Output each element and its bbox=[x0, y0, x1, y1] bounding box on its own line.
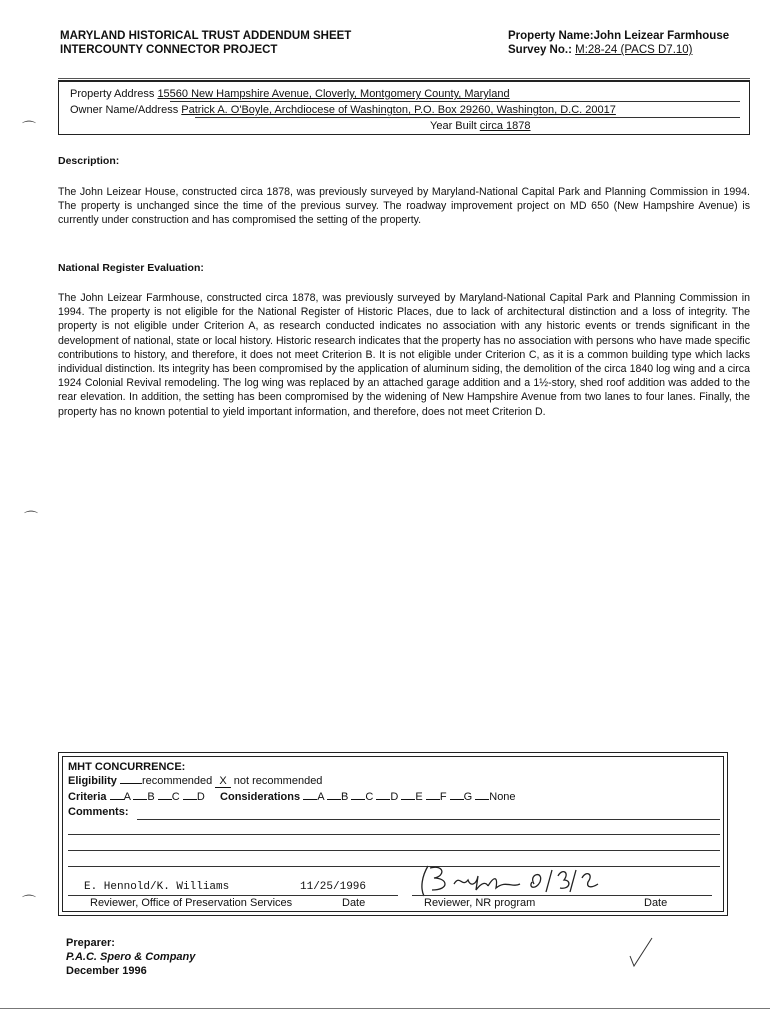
check-mark bbox=[626, 936, 656, 973]
preparer-block bbox=[66, 936, 195, 978]
description-heading: Description: bbox=[58, 155, 120, 167]
evaluation-heading: National Register Evaluation: bbox=[58, 262, 204, 274]
preparer-date: December 1996 bbox=[66, 965, 147, 977]
criteria-blank[interactable] bbox=[133, 799, 147, 800]
criteria-c: C bbox=[171, 791, 180, 803]
property-address-label: Property Address bbox=[70, 88, 155, 100]
consideration-blank[interactable] bbox=[475, 799, 489, 800]
reviewer-names: E. Hennold/K. Williams bbox=[84, 881, 230, 893]
comments-line[interactable] bbox=[68, 850, 720, 851]
criteria-blank[interactable] bbox=[183, 799, 197, 800]
nr-date-label: Date bbox=[644, 897, 668, 909]
property-id-block bbox=[508, 29, 729, 57]
consideration-f: F bbox=[439, 791, 447, 803]
owner-value: Patrick A. O'Boyle, Archdiocese of Washington, P.O. Box 29260, Washington, D.C. 20017 bbox=[181, 104, 616, 116]
consideration-blank[interactable] bbox=[376, 799, 390, 800]
not-recommended-label: not recommended bbox=[233, 775, 323, 787]
considerations-label: Considerations bbox=[220, 791, 301, 803]
criteria-d: D bbox=[196, 791, 205, 803]
criteria-blank[interactable] bbox=[110, 799, 124, 800]
form-title-line1: MARYLAND HISTORICAL TRUST ADDENDUM SHEET bbox=[60, 30, 352, 42]
criteria-label: Criteria bbox=[68, 791, 107, 803]
criteria-b: B bbox=[147, 791, 155, 803]
property-name-label: Property Name: bbox=[508, 30, 594, 42]
property-name-value: John Leizear Farmhouse bbox=[593, 30, 730, 42]
check-mark-icon bbox=[626, 936, 656, 968]
consideration-b: B bbox=[340, 791, 349, 803]
reviewer-signature-line bbox=[68, 895, 398, 896]
comments-line[interactable] bbox=[68, 834, 720, 835]
consideration-blank[interactable] bbox=[351, 799, 365, 800]
footer-line bbox=[0, 1008, 770, 1009]
consideration-g: G bbox=[463, 791, 473, 803]
evaluation-text: The John Leizear Farmhouse, constructed circa 1878, was previously surveyed by Maryland-National Capital Park and Planning Commission in 1994. The property is not eligible for the National Register of Historic Places, due to lack of architectural distinction and a loss of integrity. The property is not eligible under Criterion A, as research conducted indicates no association with any historic events or trends significant in the development of national, state or local history. Historic research indicates that the property has no association with persons who have made specific contributions to history, and therefore, it does not meet Criterion B. It is not eligible under Criterion C, as it is a common building type which lacks individual distinction. Its integrity has been compromised by the application of aluminum siding, the demolition of the circa 1840 log wing and a circa 1924 Colonial Revival remodeling. The log wing was replaced by an attached garage addition and a 1½-story, shed roof addition was added to the rear elevation. In addition, the setting has been compromised by the widening of New Hampshire Avenue from two lanes to four lanes. Finally, the property has no known potential to yield important information, and therefore, does not meet Criterion D. bbox=[58, 292, 750, 418]
survey-no-row bbox=[508, 43, 729, 57]
comments-label: Comments: bbox=[68, 806, 129, 818]
address-underline bbox=[170, 101, 740, 102]
preparer-label: Preparer: bbox=[66, 937, 115, 949]
eligibility-row bbox=[68, 775, 322, 788]
comments-line[interactable] bbox=[137, 819, 720, 820]
nr-signature-line bbox=[412, 895, 712, 896]
form-title-line2: INTERCOUNTY CONNECTOR PROJECT bbox=[60, 44, 278, 56]
eligibility-label: Eligibility bbox=[68, 775, 117, 787]
consideration-blank[interactable] bbox=[303, 799, 317, 800]
year-built-value: circa 1878 bbox=[479, 120, 531, 132]
nr-reviewer-label: Reviewer, NR program bbox=[424, 897, 536, 909]
reviewer-date-label: Date bbox=[342, 897, 366, 909]
consideration-none: None bbox=[489, 791, 516, 803]
consideration-e: E bbox=[415, 791, 423, 803]
property-name-row bbox=[508, 29, 729, 43]
consideration-blank[interactable] bbox=[450, 799, 464, 800]
consideration-d: D bbox=[390, 791, 399, 803]
survey-no-value: M:28-24 (PACS D7.10) bbox=[575, 44, 693, 56]
consideration-blank[interactable] bbox=[401, 799, 415, 800]
not-recommended-mark[interactable]: X bbox=[215, 775, 230, 788]
year-built-row bbox=[430, 120, 531, 133]
eligibility-blank[interactable] bbox=[120, 783, 142, 784]
comments-line[interactable] bbox=[68, 866, 720, 867]
reviewer-label: Reviewer, Office of Preservation Services bbox=[90, 897, 293, 909]
owner-label: Owner Name/Address bbox=[70, 104, 179, 116]
header-divider bbox=[58, 78, 750, 79]
consideration-c: C bbox=[365, 791, 374, 803]
owner-row bbox=[70, 104, 616, 117]
preparer-company: P.A.C. Spero & Company bbox=[66, 951, 196, 963]
criteria-blank[interactable] bbox=[158, 799, 172, 800]
year-built-label: Year Built bbox=[430, 120, 477, 132]
property-address-value: 15560 New Hampshire Avenue, Cloverly, Montgomery County, Maryland bbox=[157, 88, 510, 100]
consideration-blank[interactable] bbox=[426, 799, 440, 800]
criteria-row bbox=[68, 791, 516, 804]
survey-no-label: Survey No.: bbox=[508, 44, 572, 56]
description-text: The John Leizear House, constructed circa 1878, was previously surveyed by Maryland-National Capital Park and Planning Commission in 1994. The property is unchanged since the time of the previous survey. The roadway improvement project on MD 650 (New Hampshire Avenue) is currently under construction and has compromised the setting of the property. bbox=[58, 186, 750, 227]
reviewer-date: 11/25/1996 bbox=[300, 881, 367, 893]
property-address-row bbox=[70, 88, 510, 101]
recommended-label: recommended bbox=[141, 775, 213, 787]
margin-mark: ⌒ bbox=[22, 895, 36, 911]
margin-mark: ⌒ bbox=[24, 511, 38, 527]
consideration-blank[interactable] bbox=[327, 799, 341, 800]
form-title bbox=[60, 29, 351, 57]
concurrence-heading: MHT CONCURRENCE: bbox=[68, 761, 186, 773]
criteria-a: A bbox=[123, 791, 131, 803]
owner-underline bbox=[195, 117, 740, 118]
margin-mark: ⌒ bbox=[22, 121, 36, 137]
consideration-a: A bbox=[317, 791, 324, 803]
